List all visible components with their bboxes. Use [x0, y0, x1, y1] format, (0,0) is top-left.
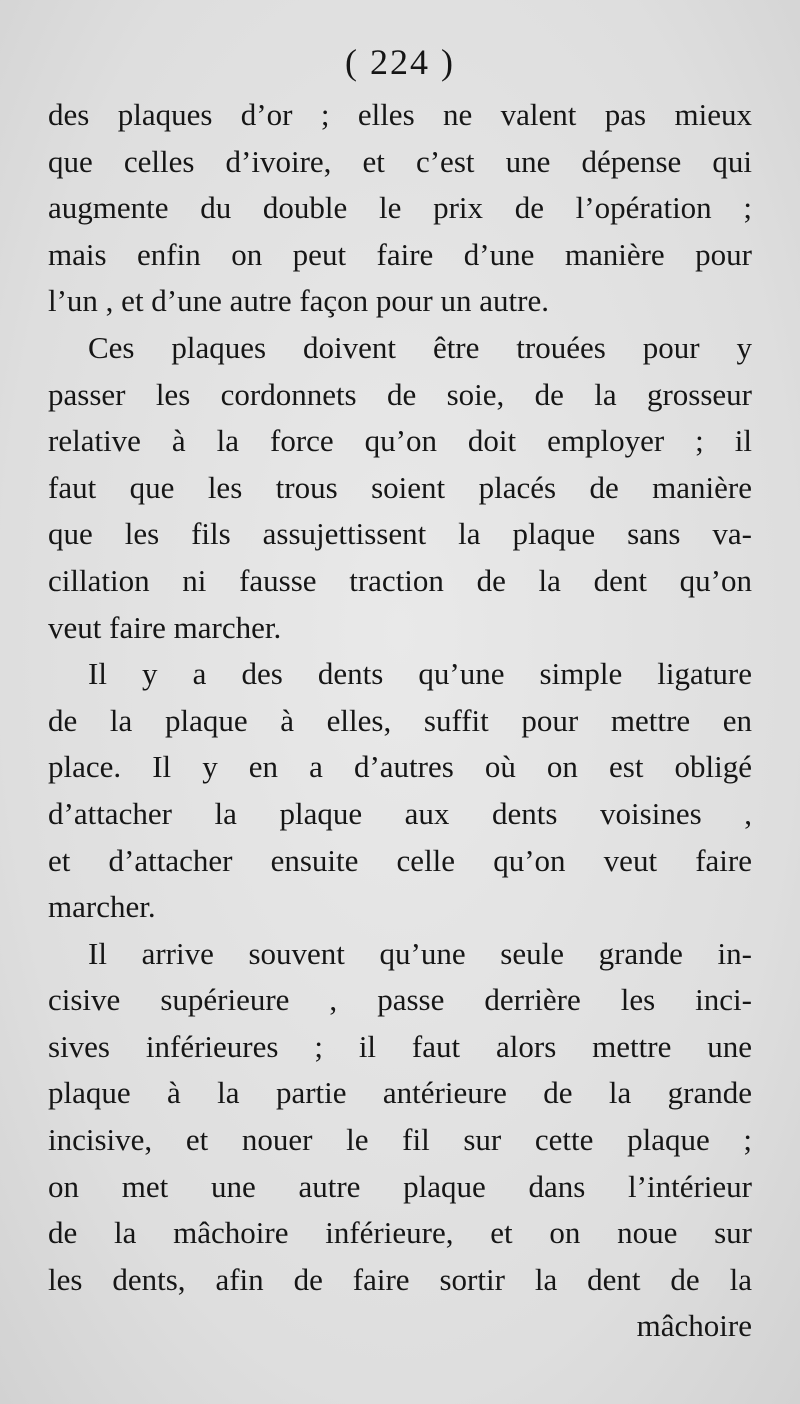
text-line: que les fils assujettissent la plaque sans va- [48, 516, 752, 552]
text-line: cisive supérieure , passe derrière les inci- [48, 982, 752, 1018]
text-line: plaque à la partie antérieure de la grande [48, 1075, 752, 1111]
text-line: place. Il y en a d’autres où on est obligé [48, 749, 752, 785]
body-text [48, 92, 752, 1350]
text-line: relative à la force qu’on doit employer ; il [48, 423, 752, 459]
text-line: d’attacher la plaque aux dents voisines , [48, 795, 752, 831]
text-line: faut que les trous soient placés de manière [48, 469, 752, 505]
text-line: veut faire marcher. [48, 609, 282, 645]
text-line: augmente du double le prix de l’opération ; [48, 190, 752, 226]
text-line: passer les cordonnets de soie, de la grosseur [48, 376, 752, 412]
text-line: on met une autre plaque dans l’intérieur [48, 1168, 752, 1204]
text-line: et d’attacher ensuite celle qu’on veut faire [48, 842, 752, 878]
text-line: Ces plaques doivent être trouées pour y [88, 329, 752, 365]
text-line: les dents, afin de faire sortir la dent de la [48, 1261, 752, 1297]
page-number: ( 224 ) [345, 42, 455, 82]
text-line: cillation ni fausse traction de la dent qu’on [48, 562, 752, 598]
text-line: des plaques d’or ; elles ne valent pas mieux [48, 97, 752, 132]
text-line: que celles d’ivoire, et c’est une dépense qui [48, 143, 752, 179]
text-line: de la plaque à elles, suffit pour mettre en [48, 702, 752, 738]
text-line: Il y a des dents qu’une simple ligature [88, 656, 752, 692]
text-line: mais enfin on peut faire d’une manière pour [48, 236, 752, 272]
text-line: l’un , et d’une autre façon pour un autre. [48, 283, 549, 319]
catchword: mâchoire [636, 1308, 752, 1344]
text-line: de la mâchoire inférieure, et on noue sur [48, 1215, 752, 1251]
text-line: sives inférieures ; il faut alors mettre une [48, 1028, 752, 1064]
text-line: incisive, et nouer le fil sur cette plaque ; [48, 1122, 752, 1158]
text-line: marcher. [48, 889, 156, 925]
text-line: Il arrive souvent qu’une seule grande in- [88, 935, 752, 971]
